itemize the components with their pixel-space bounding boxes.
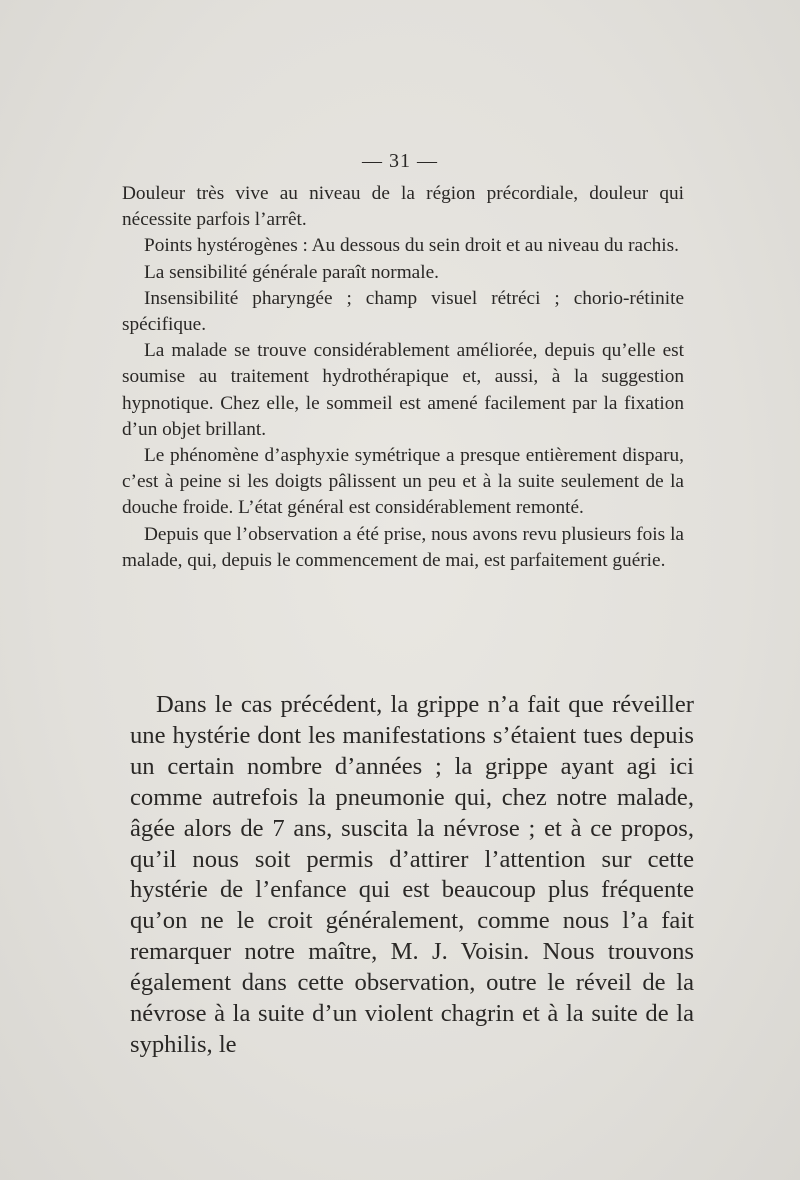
observation-paragraph-3: La sensibilité générale paraît normale. (144, 261, 439, 283)
commentary-paragraph: Dans le cas précédent, la grippe n’a fait que réveiller une hystérie dont les manifestations s’étaient tues depuis un certain nombre d’années ; la grippe ayant agi ici comme autrefois la pneumonie qui, chez notre malade, âgée alors de 7 ans, suscita la névrose ; et à ce propos, qu’il nous soit permis d’attirer l’attention sur cette hystérie de l’enfance qui est beaucoup plus fréquente qu’on ne le croit généralement, comme nous l’a fait remarquer notre maître, M. J. Voisin. Nous trouvons également dans cette observation, outre le réveil de la névrose à la suite d’un violent chagrin et à la suite de la syphilis, le (130, 691, 694, 1058)
observation-paragraph-4: Insensibilité pharyngée ; champ visuel rétréci ; chorio-rétinite spécifique. (122, 287, 684, 336)
observation-paragraph-7: Depuis que l’observation a été prise, nous avons revu plusieurs fois la malade, qui, depuis le commencement de mai, est parfaitement guérie. (122, 523, 684, 571)
observation-text (122, 181, 684, 574)
observation-paragraph-2: Points hystérogènes : Au dessous du sein droit et au niveau du rachis. (144, 235, 679, 257)
observation-paragraph-5: La malade se trouve considérablement améliorée, depuis qu’elle est soumise au traitement hydrothérapique et, aussi, à la suggestion hypnotique. Chez elle, le sommeil est amené facilement par la fixation d’un objet brillant. (122, 340, 684, 440)
commentary-text (130, 690, 694, 1061)
observation-paragraph-1: Douleur très vive au niveau de la région précordiale, douleur qui nécessite parfois l’arrêt. (122, 183, 684, 231)
observation-paragraph-6: Le phénomène d’asphyxie symétrique a presque entièrement disparu, c’est à peine si les doigts pâlissent un peu et à la suite seulement de la douche froide. L’état général est considérablement remonté. (122, 445, 684, 519)
page-number: — 31 — (362, 150, 438, 172)
